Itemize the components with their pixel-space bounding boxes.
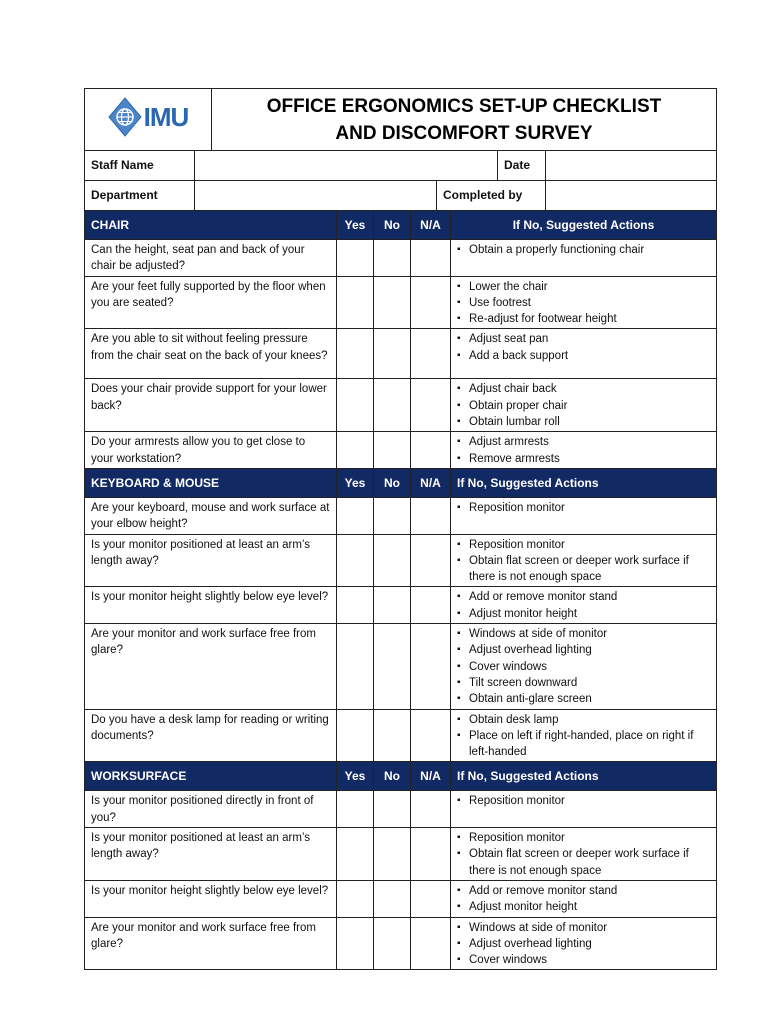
no-checkbox[interactable] [374, 240, 411, 277]
page-title [212, 89, 717, 151]
na-checkbox[interactable] [411, 917, 451, 970]
question-text: Is your monitor height slightly below eye level? [85, 880, 337, 917]
completed-by-label: Completed by [437, 181, 546, 211]
question-text: Is your monitor positioned directly in front of you? [85, 791, 337, 828]
na-checkbox[interactable] [411, 497, 451, 534]
logo-cell [85, 89, 212, 151]
actions-list [457, 381, 712, 430]
question-text: Are your monitor and work surface free from glare? [85, 917, 337, 970]
question-text: Is your monitor positioned at least an arm’s length away? [85, 828, 337, 881]
actions-column-header: If No, Suggested Actions [451, 468, 717, 497]
na-checkbox[interactable] [411, 240, 451, 277]
na-checkbox[interactable] [411, 379, 451, 432]
action-item: ▪ Obtain proper chair [457, 398, 712, 414]
na-checkbox[interactable] [411, 709, 451, 762]
suggested-actions [451, 828, 717, 881]
table-row [85, 828, 717, 881]
date-field[interactable] [546, 151, 717, 181]
actions-list [457, 500, 712, 516]
actions-list [457, 589, 712, 622]
action-item: ▪ Re-adjust for footwear height [457, 311, 712, 327]
actions-list [457, 331, 712, 364]
action-item: ▪ Obtain lumbar roll [457, 414, 712, 430]
action-item: ▪ Adjust monitor height [457, 606, 712, 622]
action-item: ▪ Add or remove monitor stand [457, 883, 712, 899]
action-item: ▪ Reposition monitor [457, 537, 712, 553]
suggested-actions [451, 432, 717, 469]
table-row [85, 917, 717, 970]
na-checkbox[interactable] [411, 276, 451, 329]
actions-list [457, 434, 712, 467]
actions-column-header: If No, Suggested Actions [451, 762, 717, 791]
na-checkbox[interactable] [411, 534, 451, 587]
actions-list [457, 883, 712, 916]
actions-list [457, 830, 712, 879]
no-checkbox[interactable] [374, 791, 411, 828]
na-checkbox[interactable] [411, 329, 451, 379]
suggested-actions [451, 534, 717, 587]
yes-checkbox[interactable] [337, 828, 374, 881]
globe-diamond-logo-icon [108, 97, 142, 137]
table-row [85, 432, 717, 469]
question-text: Are you able to sit without feeling pressure from the chair seat on the back of your knees? [85, 329, 337, 379]
action-item: ▪ Lower the chair [457, 279, 712, 295]
action-item: ▪ Cover windows [457, 952, 712, 968]
action-item: ▪ Tilt screen downward [457, 675, 712, 691]
question-text: Is your monitor height slightly below eye level? [85, 587, 337, 624]
actions-list [457, 793, 712, 809]
yes-checkbox[interactable] [337, 791, 374, 828]
staff-name-field[interactable] [195, 151, 498, 181]
action-item: ▪ Obtain desk lamp [457, 712, 712, 728]
action-item: ▪ Reposition monitor [457, 830, 712, 846]
yes-checkbox[interactable] [337, 379, 374, 432]
table-row [85, 709, 717, 762]
action-item: ▪ Windows at side of monitor [457, 626, 712, 642]
section-title: WORKSURFACE [85, 762, 337, 791]
yes-checkbox[interactable] [337, 276, 374, 329]
suggested-actions [451, 379, 717, 432]
no-checkbox[interactable] [374, 624, 411, 709]
action-item: ▪ Adjust seat pan [457, 331, 712, 347]
table-row [85, 497, 717, 534]
table-row [85, 240, 717, 277]
action-item: ▪ Reposition monitor [457, 500, 712, 516]
no-column-header: No [374, 468, 411, 497]
table-row [85, 379, 717, 432]
suggested-actions [451, 917, 717, 970]
actions-list [457, 712, 712, 761]
yes-column-header: Yes [337, 468, 374, 497]
no-checkbox[interactable] [374, 432, 411, 469]
staff-name-label: Staff Name [85, 151, 195, 181]
yes-checkbox[interactable] [337, 240, 374, 277]
action-item: ▪ Adjust monitor height [457, 899, 712, 915]
yes-checkbox[interactable] [337, 432, 374, 469]
na-column-header: N/A [411, 468, 451, 497]
na-checkbox[interactable] [411, 828, 451, 881]
no-column-header: No [374, 762, 411, 791]
action-item: ▪ Obtain anti-glare screen [457, 691, 712, 707]
action-item: ▪ Obtain flat screen or deeper work surface if there is not enough space [457, 553, 712, 586]
yes-checkbox[interactable] [337, 587, 374, 624]
department-label: Department [85, 181, 195, 211]
no-checkbox[interactable] [374, 276, 411, 329]
question-text: Do you have a desk lamp for reading or writing documents? [85, 709, 337, 762]
section-header-chair [85, 211, 717, 240]
no-checkbox[interactable] [374, 497, 411, 534]
suggested-actions [451, 329, 717, 379]
checklist-form [84, 88, 716, 970]
actions-column-header: If No, Suggested Actions [451, 211, 717, 240]
section-header-worksurface [85, 762, 717, 791]
na-checkbox[interactable] [411, 587, 451, 624]
action-item: ▪ Adjust chair back [457, 381, 712, 397]
question-text: Are your monitor and work surface free from glare? [85, 624, 337, 709]
no-checkbox[interactable] [374, 828, 411, 881]
title-line-1: OFFICE ERGONOMICS SET-UP CHECKLIST [266, 95, 662, 117]
table-row [85, 329, 717, 379]
yes-checkbox[interactable] [337, 709, 374, 762]
question-text: Is your monitor positioned at least an arm’s length away? [85, 534, 337, 587]
section-header-keyboard-mouse [85, 468, 717, 497]
actions-list [457, 626, 712, 707]
suggested-actions [451, 624, 717, 709]
na-checkbox[interactable] [411, 432, 451, 469]
suggested-actions [451, 497, 717, 534]
suggested-actions [451, 240, 717, 277]
table-row [85, 791, 717, 828]
no-checkbox[interactable] [374, 880, 411, 917]
yes-checkbox[interactable] [337, 624, 374, 709]
no-checkbox[interactable] [374, 329, 411, 379]
no-checkbox[interactable] [374, 534, 411, 587]
action-item: ▪ Use footrest [457, 295, 712, 311]
action-item: ▪ Cover windows [457, 659, 712, 675]
imu-logo [108, 97, 189, 137]
yes-checkbox[interactable] [337, 497, 374, 534]
yes-checkbox[interactable] [337, 917, 374, 970]
suggested-actions [451, 276, 717, 329]
yes-checkbox[interactable] [337, 329, 374, 379]
actions-list [457, 242, 712, 258]
actions-list [457, 279, 712, 328]
action-item: ▪ Adjust overhead lighting [457, 936, 712, 952]
table-row [85, 880, 717, 917]
table-row [85, 624, 717, 709]
action-item: ▪ Reposition monitor [457, 793, 712, 809]
no-checkbox[interactable] [374, 709, 411, 762]
table-row [85, 276, 717, 329]
header-table [84, 88, 717, 151]
na-column-header: N/A [411, 762, 451, 791]
action-item: ▪ Remove armrests [457, 451, 712, 467]
suggested-actions [451, 709, 717, 762]
completed-by-field[interactable] [546, 181, 717, 211]
date-label: Date [498, 151, 546, 181]
question-text: Does your chair provide support for your lower back? [85, 379, 337, 432]
yes-checkbox[interactable] [337, 880, 374, 917]
actions-list [457, 537, 712, 586]
no-checkbox[interactable] [374, 379, 411, 432]
question-text: Are your keyboard, mouse and work surface at your elbow height? [85, 497, 337, 534]
na-checkbox[interactable] [411, 791, 451, 828]
action-item: ▪ Add or remove monitor stand [457, 589, 712, 605]
yes-checkbox[interactable] [337, 534, 374, 587]
department-field[interactable] [195, 181, 437, 211]
table-row [85, 587, 717, 624]
action-item: ▪ Add a back support [457, 348, 712, 364]
action-item: ▪ Obtain flat screen or deeper work surface if there is not enough space [457, 846, 712, 879]
action-item: ▪ Adjust overhead lighting [457, 642, 712, 658]
na-column-header: N/A [411, 211, 451, 240]
section-title: KEYBOARD & MOUSE [85, 468, 337, 497]
actions-list [457, 920, 712, 969]
question-text: Do your armrests allow you to get close to your workstation? [85, 432, 337, 469]
checklist-table [84, 210, 717, 970]
question-text: Are your feet fully supported by the floor when you are seated? [85, 276, 337, 329]
info-table [84, 150, 717, 211]
title-line-2: AND DISCOMFORT SURVEY [335, 122, 593, 144]
suggested-actions [451, 791, 717, 828]
question-text: Can the height, seat pan and back of your chair be adjusted? [85, 240, 337, 277]
yes-column-header: Yes [337, 762, 374, 791]
no-checkbox[interactable] [374, 587, 411, 624]
logo-text: IMU [143, 101, 189, 132]
action-item: ▪ Windows at side of monitor [457, 920, 712, 936]
yes-column-header: Yes [337, 211, 374, 240]
na-checkbox[interactable] [411, 624, 451, 709]
no-column-header: No [374, 211, 411, 240]
action-item: ▪ Adjust armrests [457, 434, 712, 450]
action-item: ▪ Place on left if right-handed, place on right if left-handed [457, 728, 712, 761]
na-checkbox[interactable] [411, 880, 451, 917]
suggested-actions [451, 880, 717, 917]
suggested-actions [451, 587, 717, 624]
action-item: ▪ Obtain a properly functioning chair [457, 242, 712, 258]
table-row [85, 534, 717, 587]
no-checkbox[interactable] [374, 917, 411, 970]
section-title: CHAIR [85, 211, 337, 240]
